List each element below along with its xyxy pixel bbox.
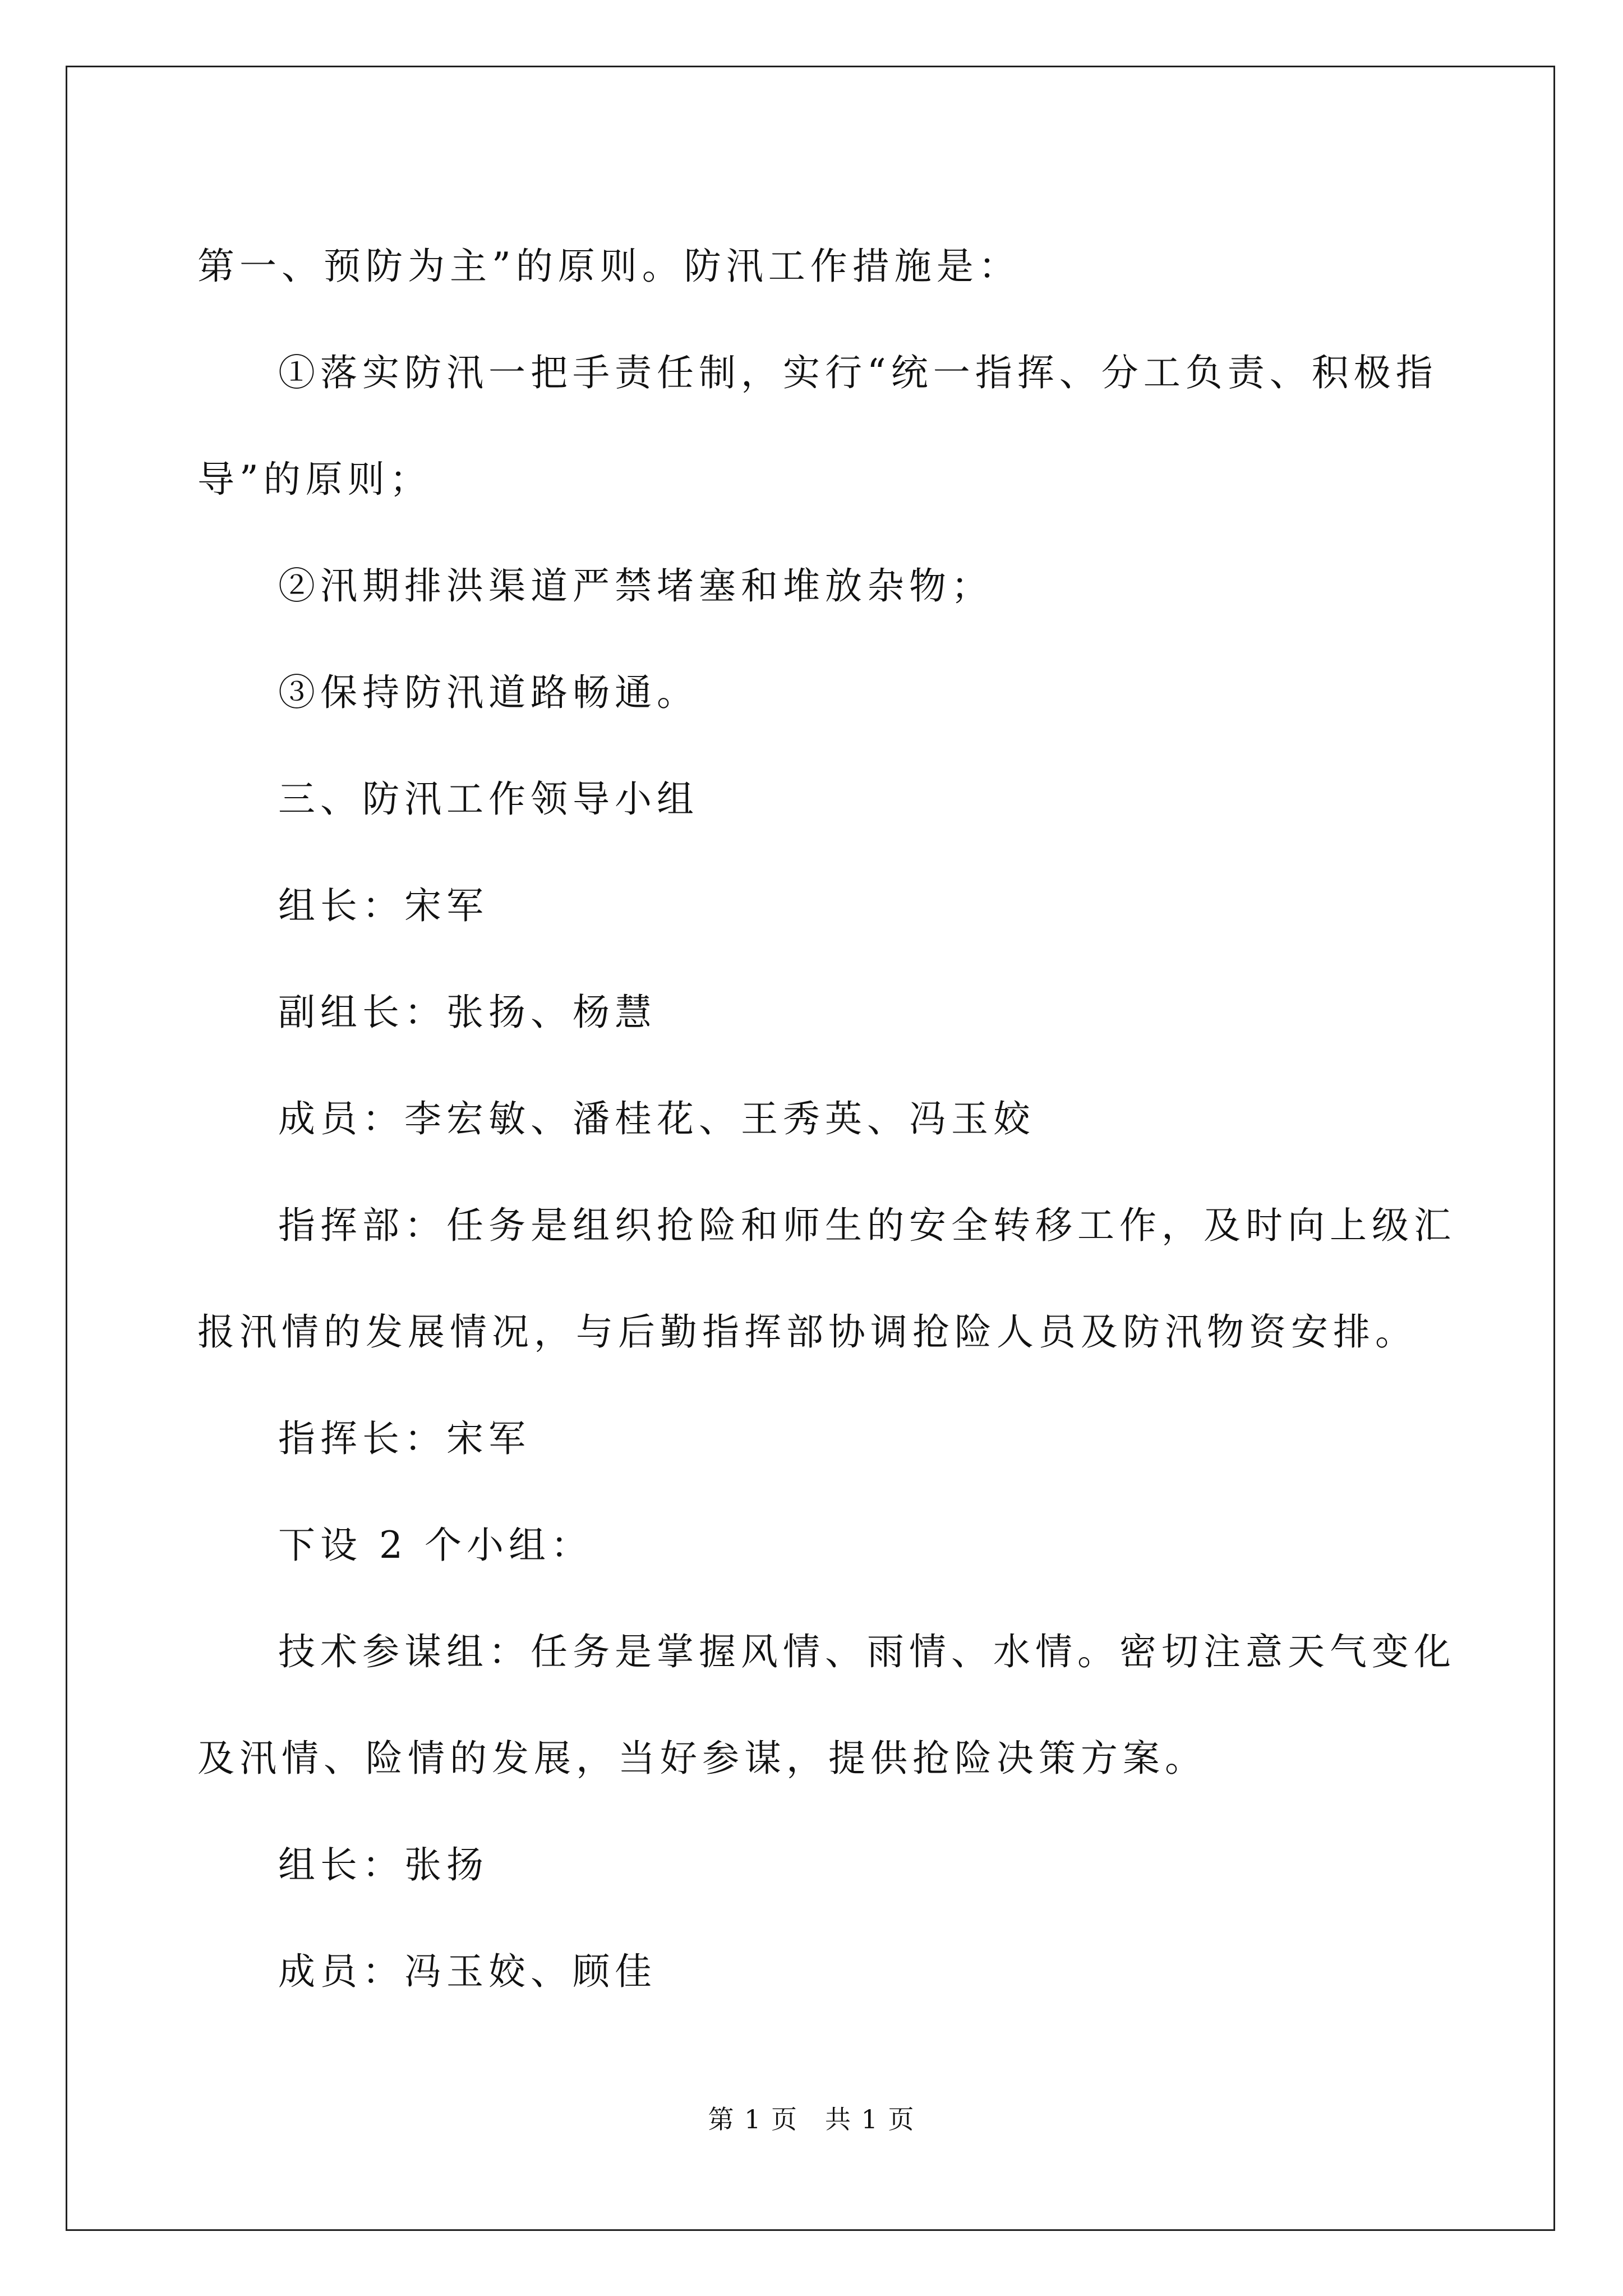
paragraph-line: 及汛情、险情的发展，当好参谋，提供抢险决策方案。 xyxy=(197,1737,1207,1780)
paragraph-line: ③保持防汛道路畅通。 xyxy=(278,671,699,714)
paragraph-line: 组长：张扬 xyxy=(278,1843,488,1887)
paragraph-line: 成员：冯玉姣、顾佳 xyxy=(278,1950,657,1993)
paragraph-line: 第一、预防为主”的原则。防汛工作措施是： xyxy=(197,245,1021,288)
paragraph-line: 组长：宋军 xyxy=(278,884,488,927)
document-body xyxy=(197,213,1456,2025)
paragraph-line: 副组长：张扬、杨慧 xyxy=(278,991,657,1034)
paragraph-line: 报汛情的发展情况，与后勤指挥部协调抢险人员及防汛物资安排。 xyxy=(197,1310,1417,1354)
paragraph-line: ①落实防汛一把手责任制，实行“统一指挥、分工负责、积极指 xyxy=(278,351,1438,394)
page-number-footer: 第 1 页 共 1 页 xyxy=(708,2104,915,2134)
paragraph-line: ②汛期排洪渠道严禁堵塞和堆放杂物； xyxy=(278,564,993,608)
paragraph-line: 导”的原则； xyxy=(197,458,432,501)
paragraph-line: 下设 2 个小组： xyxy=(278,1524,593,1567)
paragraph-line: 成员：李宏敏、潘桂花、王秀英、冯玉姣 xyxy=(278,1097,1035,1140)
paragraph-line: 指挥部：任务是组织抢险和师生的安全转移工作，及时向上级汇 xyxy=(278,1204,1456,1247)
section-heading: 三、防汛工作领导小组 xyxy=(278,777,699,821)
paragraph-line: 技术参谋组：任务是掌握风情、雨情、水情。密切注意天气变化 xyxy=(278,1630,1456,1673)
paragraph-line: 指挥长：宋军 xyxy=(278,1417,531,1460)
